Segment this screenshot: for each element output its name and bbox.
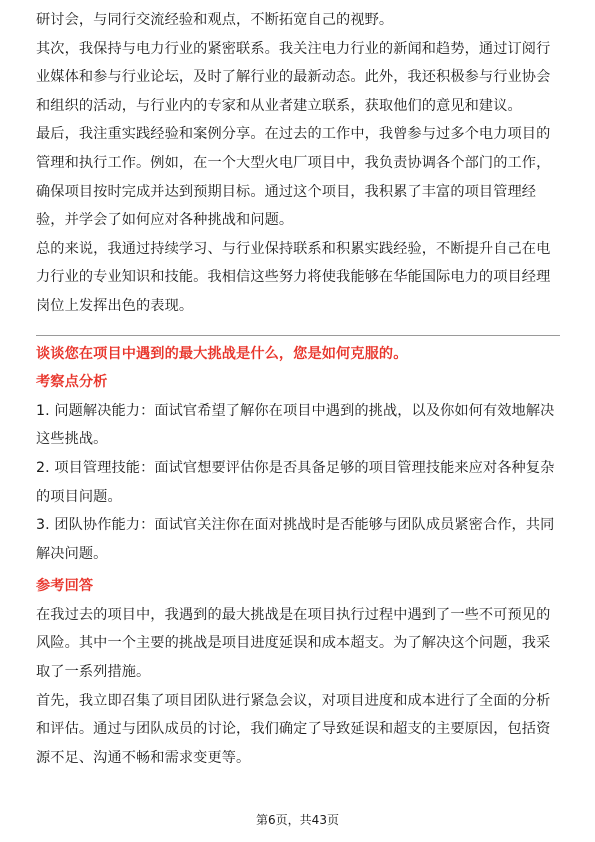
analysis-title: 考察点分析 — [36, 374, 108, 391]
page-number-footer: 第6页，共43页 — [256, 813, 339, 827]
section-divider — [36, 335, 560, 336]
analysis-point: 1. 问题解决能力：面试官希望了解你在项目中遇到的挑战，以及你如何有效地解决这些挑战。 — [36, 402, 555, 448]
analysis-point: 2. 项目管理技能：面试官想要评估你是否具备足够的项目管理技能来应对各种复杂的项目问题。 — [36, 459, 555, 505]
intro-paragraph: 研讨会，与同行交流经验和观点，不断拓宽自己的视野。 — [36, 12, 394, 28]
answer-paragraph: 首先，我立即召集了项目团队进行紧急会议，对项目进度和成本进行了全面的分析和评估。通过与团队成员的讨论，我们确定了导致延误和超支的主要原因，包括资源不足、沟通不畅和需求变更等。 — [36, 692, 551, 766]
intro-paragraph: 总的来说，我通过持续学习、与行业保持联系和积累实践经验，不断提升自己在电力行业的专业知识和技能。我相信这些努力将使我能够在华能国际电力的项目经理岗位上发挥出色的表现。 — [36, 240, 551, 314]
intro-paragraph: 最后，我注重实践经验和案例分享。在过去的工作中，我曾参与过多个电力项目的管理和执行工作。例如，在一个大型火电厂项目中，我负责协调各个部门的工作，确保项目按时完成并达到预期目标。通过这个项目，我积累了丰富的项目管理经验，并学会了如何应对各种挑战和问题。 — [36, 126, 551, 229]
intro-paragraph: 其次，我保持与电力行业的紧密联系。我关注电力行业的新闻和趋势，通过订阅行业媒体和参与行业论坛，及时了解行业的最新动态。此外，我还积极参与行业协会和组织的活动，与行业内的专家和从业者建立联系，获取他们的意见和建议。 — [36, 40, 551, 114]
analysis-point: 3. 团队协作能力：面试官关注你在面对挑战时是否能够与团队成员紧密合作，共同解决问题。 — [36, 517, 555, 562]
question-heading: 谈谈您在项目中遇到的最大挑战是什么，您是如何克服的。 — [36, 345, 408, 362]
answer-paragraph: 在我过去的项目中，我遇到的最大挑战是在项目执行过程中遇到了一些不可预见的风险。其中一个主要的挑战是项目进度延误和成本超支。为了解决这个问题，我采取了一系列措施。 — [36, 606, 551, 681]
answer-title: 参考回答 — [36, 578, 94, 595]
page-content — [36, 6, 560, 772]
